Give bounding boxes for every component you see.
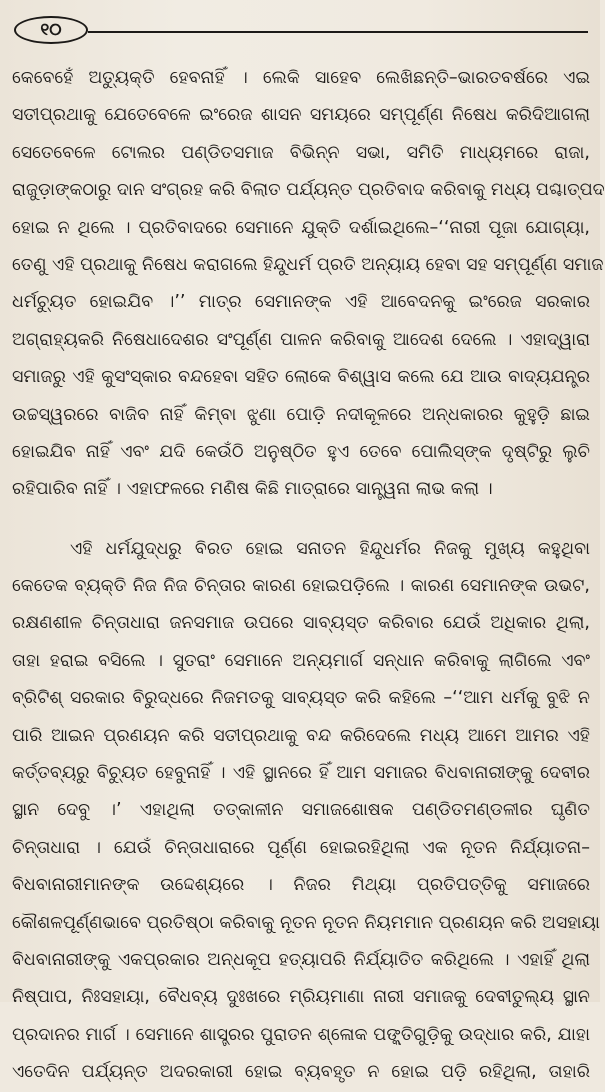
text-line: କେତେକ ବ୍ୟକ୍ତି ନିଜ ନିଜ ଚିନ୍ତାର କାରଣ ହୋଇପଡ଼ିଲେ । କାରଣ ସେମାନଙ୍କ ଉଭଟ, — [12, 576, 590, 597]
text-line: ବିଧବାନାରୀମାନଙ୍କ ଉଦ୍ଦେଶ୍ୟରେ । ନିଜର ମିଥ୍ୟା ପ୍ରତିପତ୍ତିକୁ ସମାଜରେ — [12, 875, 590, 896]
paragraph-1 — [12, 60, 605, 509]
text-line: କର୍ତ୍ତବ୍ୟରୁ ବିଚ୍ୟୁତ ହେବୁନାହିଁ । ଏହି ସ୍ଥାନରେ ହିଁ ଆମ ସମାଜର ବିଧବାନାରୀଙ୍କୁ ଦେବୀର — [12, 763, 590, 784]
text-line: ପାରି ଆଇନ ପ୍ରଣୟନ କରି ସତୀପ୍ରଥାକୁ ବନ୍ଦ କରିଦେଲେ ମଧ୍ୟ ଆମେ ଆମର ଏହି — [12, 725, 590, 746]
text-line: ତାହା ହରାଇ ବସିଲେ । ସୁତରାଂ ସେମାନେ ଅନ୍ୟମାର୍ଗ ସନ୍ଧାନ କରିବାକୁ ଲାଗିଲେ ଏବଂ — [12, 650, 590, 671]
paragraph-gap — [12, 509, 590, 531]
text-line: ବିଧବାନାରୀଙ୍କୁ ଏକପ୍ରକାର ଅନ୍ଧକୂପ ହତ୍ୟାପରି ନିର୍ଯ୍ୟାତିତ କରିଥିଲେ । ଏହାହିଁ ଥିଲା — [12, 949, 590, 970]
text-line: ଚିନ୍ତାଧାରା । ଯେଉଁ ଚିନ୍ତାଧାରାରେ ପୂର୍ଣ୍ଣ ହୋଇରହିଥିଲା ଏକ ନୂତନ ନିର୍ଯ୍ୟାତନା– — [12, 837, 590, 858]
text-line: ରହିପାରିବ ନାହିଁ । ଏହାଫଳରେ ମଣିଷ କିଛି ମାତ୍ରାରେ ସାନ୍ତ୍ୱନା ଲାଭ କଲା । — [12, 479, 493, 500]
text-line: ବ୍ରିଟିଶ୍ ସରକାର ବିରୁଦ୍ଧରେ ନିଜମତକୁ ସାବ୍ୟସ୍ତ କରି କହିଲେ –‘‘ଆମ ଧର୍ମକୁ ବୁଝି ନ — [12, 688, 590, 709]
text-line: କେବେହେଁ ଅତ୍ୟୁକ୍ତି ହେବନାହିଁ । ଲେକି ସାହେବ ଲେଖିଛନ୍ତି–ଭାରତବର୍ଷରେ ଏଇ — [12, 68, 590, 88]
page-header — [0, 12, 600, 52]
text-line: ଏତେଦିନ ପର୍ଯ୍ୟନ୍ତ ଅଦରକାରୀ ହୋଇ ବ୍ୟବହୃତ ନ ହୋଇ ପଡ଼ି ରହିଥିଲା, ତାହାରି — [12, 1062, 590, 1083]
text-line: ରକ୍ଷଣଶୀଳ ଚିନ୍ତାଧାରା ଜନସମାଜ ଉପରେ ସାବ୍ୟସ୍ତ କରିବାର ଯେଉଁ ଅଧିକାର ଥିଲା, — [12, 613, 590, 634]
text-line: ଅଗ୍ରାହ୍ୟକରି ନିଷେଧାଦେଶର ସଂପୂର୍ଣ୍ଣ ପାଳନ କରିବାକୁ ଆଦେଶ ଦେଲେ । ଏହାଦ୍ୱାରା — [12, 329, 590, 350]
header-rule — [88, 31, 588, 33]
page-number: ୧୦ — [14, 16, 88, 44]
text-line: କୌଶଳପୂର୍ଣ୍ଣଭାବେ ପ୍ରତିଷ୍ଠା କରିବାକୁ ନୂତନ ନୂତନ ନିୟମମାନ ପ୍ରଣୟନ କରି ଅସହାୟା — [12, 912, 600, 933]
text-line: ଏହି ଧର୍ମଯୁଦ୍ଧରୁ ବିରତ ହୋଇ ସନାତନ ହିନ୍ଦୁଧର୍ମର ନିଜକୁ ମୁଖ୍ୟ କହୁଥିବା — [70, 538, 590, 559]
paragraph-2 — [12, 531, 600, 1092]
body-text — [12, 60, 605, 1092]
text-line: ସ୍ଥାନ ଦେବୁ ।’ ଏହାଥିଲା ତତ୍କାଳୀନ ସମାଜଶୋଷକ ପଣ୍ଡିତମଣ୍ଡଳୀର ଘୃଣିତ — [12, 800, 590, 821]
text-line: ସତୀପ୍ରଥାକୁ ଯେତେବେଳେ ଇଂରେଜ ଶାସନ ସମୟରେ ସମ୍ପୂର୍ଣ୍ଣ ନିଷେଧ କରିଦିଆଗଲା — [12, 105, 590, 126]
text-line: ନିଷ୍ପାପ, ନିଃସହାୟା, ବୈଧବ୍ୟ ଦୁଃଖରେ ମ୍ରିୟମାଣା ନାରୀ ସମାଜକୁ ଦେବୀତୁଲ୍ୟ ସ୍ଥାନ — [12, 987, 590, 1008]
text-line: ସେତେବେଳେ ଟୋଲର ପଣ୍ଡିତସମାଜ ବିଭିନ୍ନ ସଭା, ସମିତି ମାଧ୍ୟମରେ ରାଜା, — [12, 142, 590, 163]
text-line: ଧର୍ମଚ୍ୟୁତ ହୋଇଯିବ ।’’ ମାତ୍ର ସେମାନଙ୍କ ଏହି ଆବେଦନକୁ ଇଂରେଜ ସରକାର — [12, 292, 590, 313]
text-line: ରାଜୁଡ଼ାଙ୍କଠାରୁ ଦାନ ସଂଗ୍ରହ କରି ବିଲାତ ପର୍ଯ୍ୟନ୍ତ ପ୍ରତିବାଦ କରିବାକୁ ମଧ୍ୟ ପଶ୍ଚାତ୍‌ପଦ — [12, 180, 605, 201]
text-line: ତେଣୁ ଏହି ପ୍ରଥାକୁ ନିଷେଧ କରାଗଲେ ହିନ୍ଦୁଧର୍ମ ପ୍ରତି ଅନ୍ୟାୟ ହେବା ସହ ସମ୍ପୂର୍ଣ୍ଣ ସମାଜ — [12, 254, 604, 275]
text-line: ଉଚ୍ଚସ୍ୱରରେ ବାଜିବ ନାହିଁ କିମ୍ବା ଝୁଣା ପୋଡ଼ି ନଦୀକୂଳରେ ଅନ୍ଧକାରର କୁହୁଡ଼ି ଛାଇ — [12, 404, 590, 425]
text-line: ସମାଜରୁ ଏହି କୁସଂସ୍କାର ବନ୍ଦହେବା ସହିତ ଲୋକେ ବିଶ୍ୱାସ କଲେ ଯେ ଆଉ ବାଦ୍ୟଯନ୍ତ୍ର — [12, 367, 590, 388]
text-line: ହୋଇଯିବ ନାହିଁ ଏବଂ ଯଦି କେଉଁଠି ଅନୁଷ୍ଠିତ ହୁଏ ତେବେ ପୋଲିସ୍‌ଙ୍କ ଦୃଷ୍ଟିରୁ ଲୁଚି — [12, 441, 590, 462]
text-line: ପ୍ରଦାନର ମାର୍ଗ । ସେମାନେ ଶାସ୍ତ୍ରର ପୁରାତନ ଶ୍ଳୋକ ପଙ୍କ୍ତିଗୁଡ଼ିକୁ ଉଦ୍ଧାର କରି, ଯାହା — [12, 1024, 590, 1045]
text-line: ହୋଇ ନ ଥିଲେ । ପ୍ରତିବାଦରେ ସେମାନେ ଯୁକ୍ତି ଦର୍ଶାଇଥିଲେ–‘‘ନାରୀ ପୂଜା ଯୋଗ୍ୟା, — [12, 217, 590, 238]
